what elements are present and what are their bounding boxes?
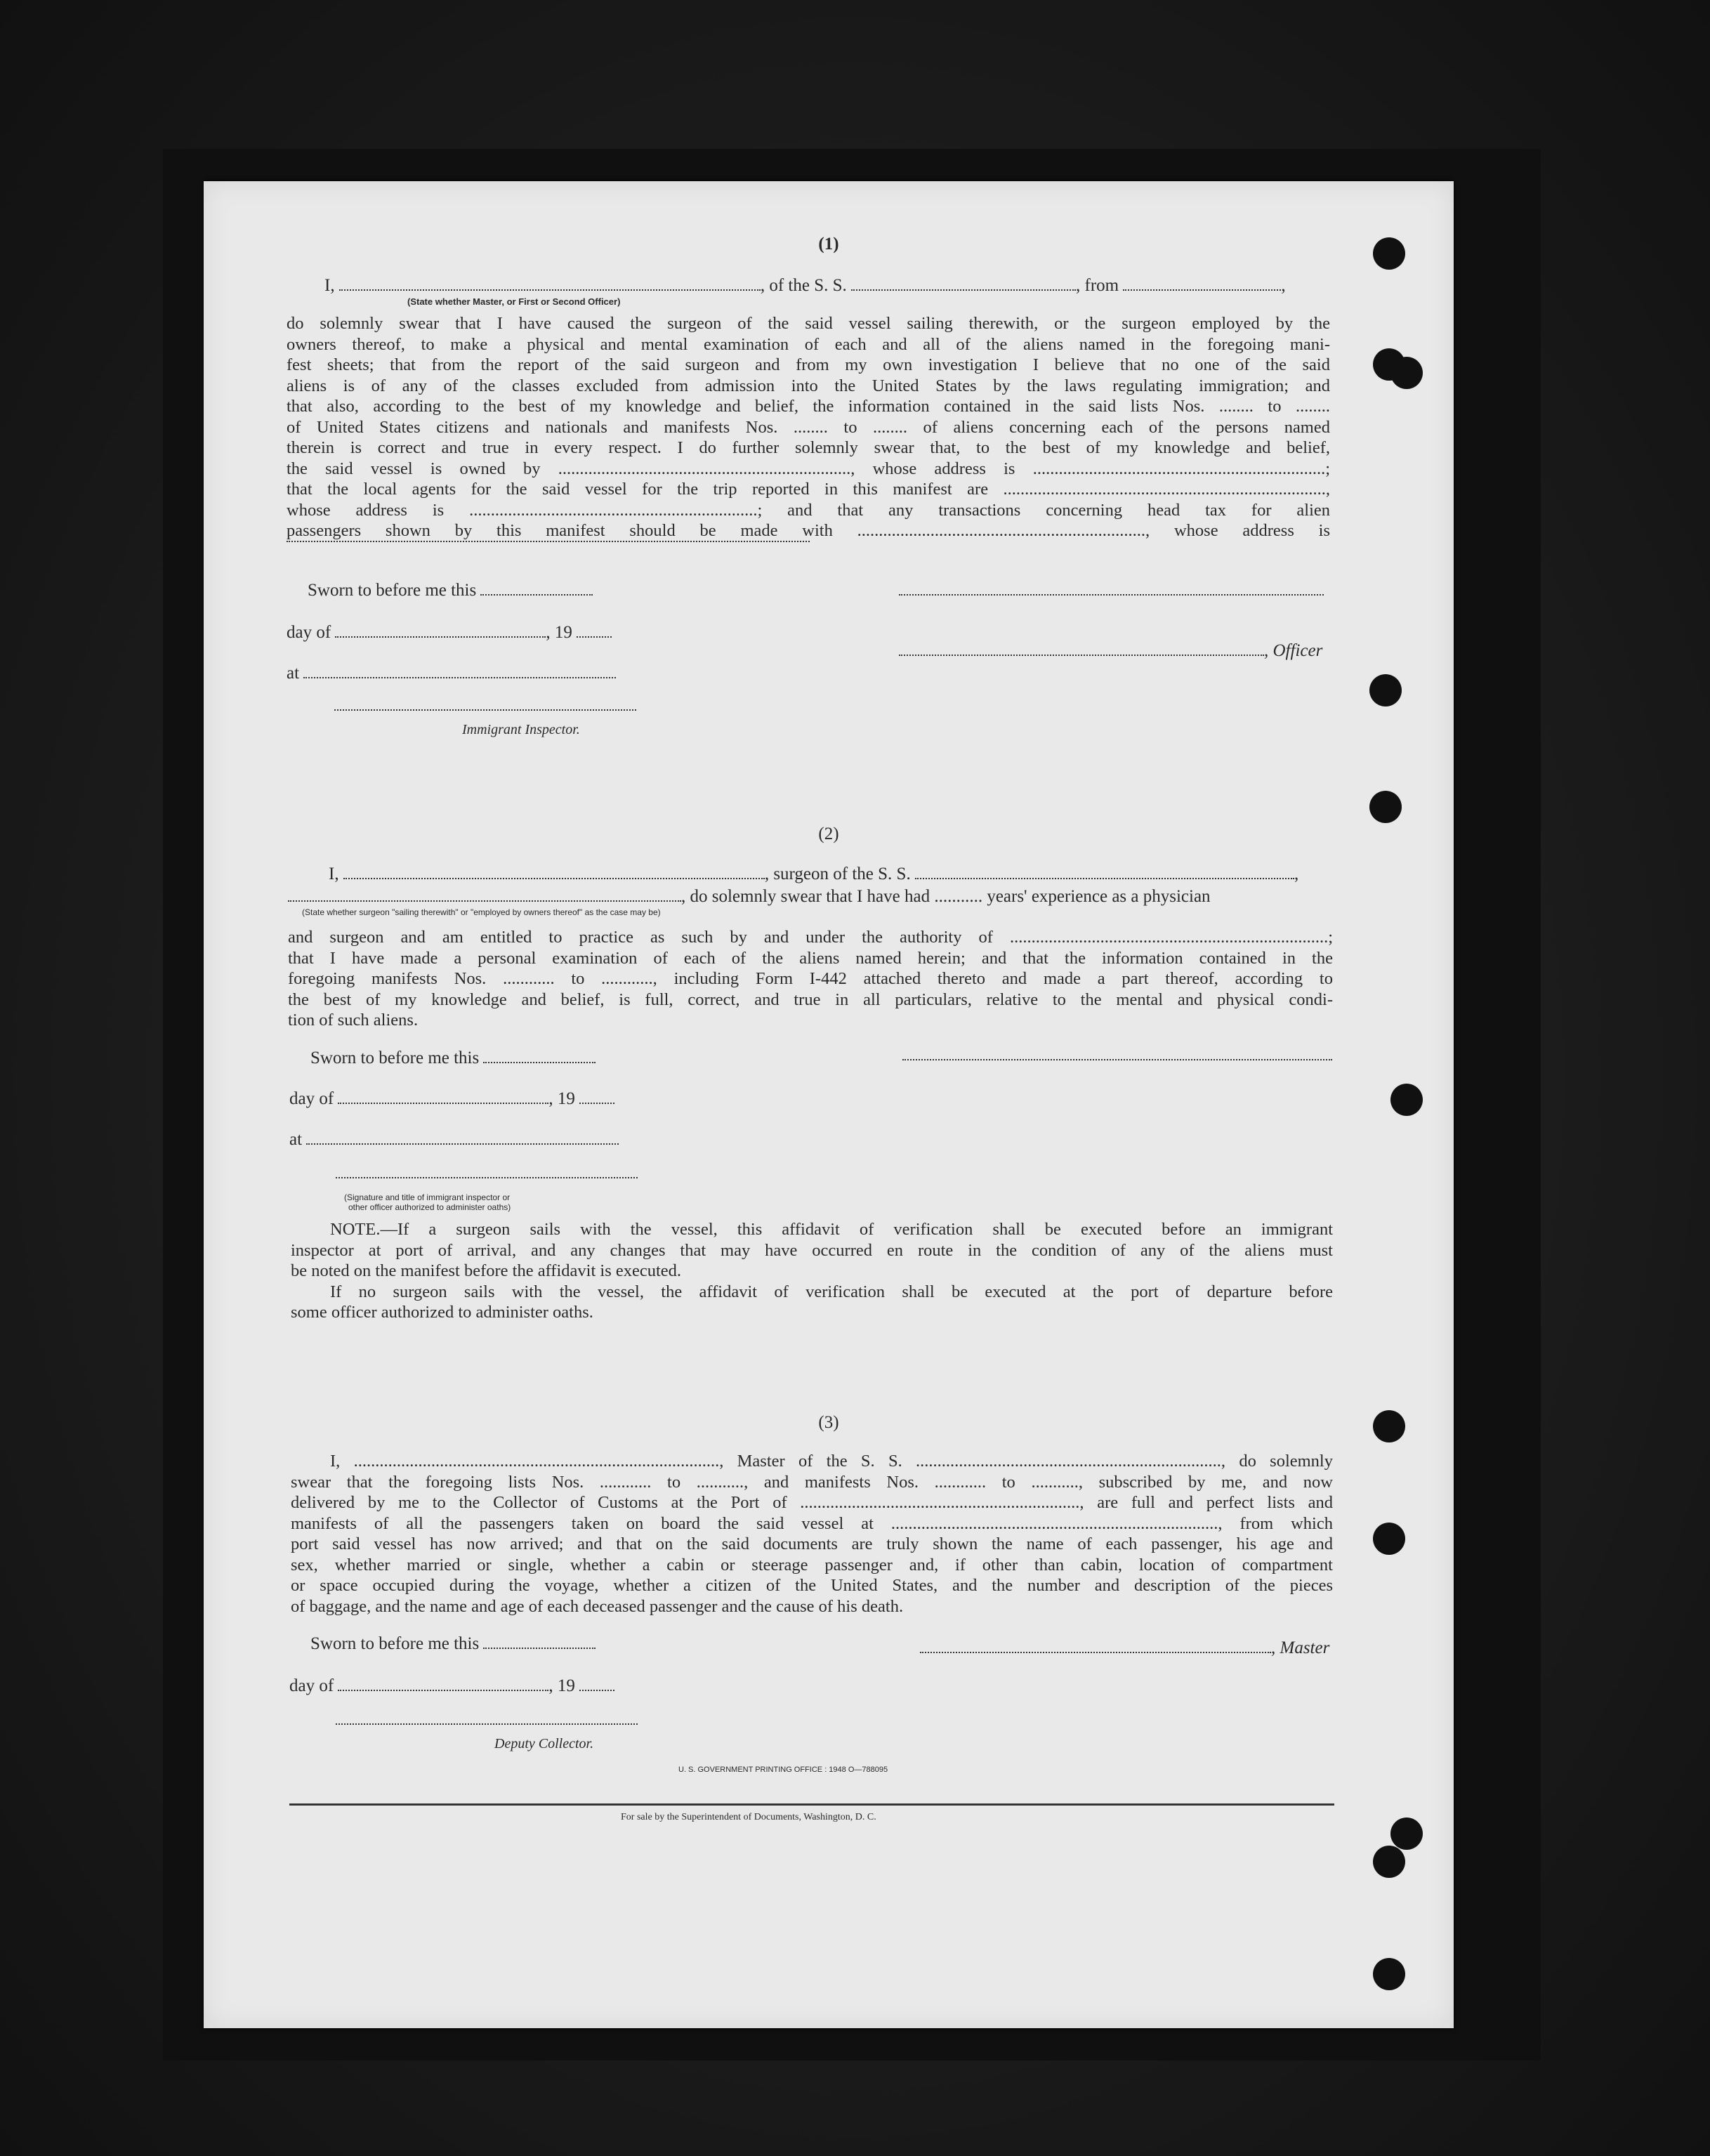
oath-line: delivered by me to the Collector of Customs at the Port of ................................................................., are full and perfect lists and [291, 1493, 1333, 1512]
place-field[interactable] [303, 663, 616, 678]
day-of-label: day of [289, 1676, 334, 1695]
month-field[interactable] [338, 1676, 548, 1691]
punch-hole-icon [1390, 357, 1423, 389]
punch-hole-icon [1373, 1846, 1405, 1878]
immigrant-inspector-label: Immigrant Inspector. [462, 722, 580, 737]
officer-name-field[interactable] [339, 275, 761, 291]
officer-label: , Officer [1264, 641, 1323, 660]
at-label: at [289, 1130, 303, 1149]
oath-line: swear that the foregoing lists Nos. ............ to ..........., and manifests Nos. ............ to ..........., subscribed by me, and now [291, 1472, 1333, 1492]
oath-line: owners thereof, to make a physical and mental examination of each and all of the aliens named in the foregoing mani- [287, 334, 1330, 354]
from-port-field[interactable] [1123, 275, 1281, 291]
note-line: NOTE.—If a surgeon sails with the vessel, this affidavit of verification shall be executed before an immigrant [330, 1220, 1333, 1239]
of-ss-label: , of the S. S. [760, 276, 847, 295]
punch-hole-icon [1373, 1958, 1405, 1990]
section-2-oath-text [288, 927, 1333, 1031]
inspector-signature-field[interactable] [336, 1177, 638, 1178]
surgeon-swear-text: , do solemnly swear that I have had ........... years' experience as a physician [681, 887, 1211, 906]
day-of-label: day of [287, 623, 331, 642]
oath-line: foregoing manifests Nos. ............ to ............, including Form I-442 attached thereto and made a part thereof, according to [288, 969, 1333, 988]
month-field[interactable] [338, 1089, 548, 1104]
oath-line: the best of my knowledge and belief, is full, correct, and true in all particulars, relative to the mental and physical condi- [288, 990, 1333, 1009]
surgeon-name-field[interactable] [343, 864, 765, 879]
place-field[interactable] [306, 1129, 619, 1145]
oath-line: do solemnly swear that I have caused the surgeon of the said vessel sailing therewith, or the surgeon employed by the [287, 314, 1330, 333]
surgeon-intro-line: I, , surgeon of the S. S. , [329, 865, 1299, 883]
note-line: If no surgeon sails with the vessel, the affidavit of verification shall be executed at the port of departure before [330, 1282, 1333, 1301]
year-label: , 19 [546, 623, 572, 642]
oath-line: therein is correct and true in every respect. I do further solemnly swear that, to the best of my knowledge and belief, [287, 438, 1330, 457]
oath-line: the said vessel is owned by ...................................................................., whose address is ....................................................................; [287, 459, 1330, 478]
punch-hole-icon [1373, 237, 1405, 270]
from-label: , from [1076, 276, 1119, 295]
day-of-line [287, 622, 612, 643]
officer-signature-field[interactable] [899, 594, 1324, 596]
oath-line: aliens is of any of the classes excluded from admission into the United States by the laws regulating immigration; and [287, 376, 1330, 395]
oath-intro-line: I, , of the S. S. , from , [324, 276, 1286, 295]
surgeon-signature-field[interactable] [902, 1059, 1332, 1060]
section-3-heading: (3) [818, 1413, 839, 1432]
oath-line: that also, according to the best of my knowledge and belief, the information contained in the said lists Nos. ........ to ........ [287, 397, 1330, 416]
sworn-label: Sworn to before me this [308, 581, 477, 600]
oath-line: manifests of all the passengers taken on board the said vessel at ............................................................................, from which [291, 1513, 1333, 1533]
note-line: inspector at port of arrival, and any changes that may have occurred en route in the condition of any of the aliens must [291, 1240, 1333, 1260]
section-3-oath-text [291, 1451, 1333, 1617]
oath-line: passengers shown by this manifest should be made with ..................................................................., whose address is [287, 521, 1330, 540]
note-line: be noted on the manifest before the affidavit is executed. [291, 1261, 682, 1280]
sworn-label: Sworn to before me this [310, 1049, 480, 1067]
surgeon-status-field[interactable] [288, 886, 681, 902]
footer-rule [289, 1803, 1334, 1806]
punch-hole-icon [1390, 1818, 1423, 1850]
month-field[interactable] [335, 622, 546, 638]
pronoun-label: I, [329, 865, 339, 883]
surgeon-of-ss-label: , surgeon of the S. S. [764, 865, 911, 883]
oath-line: or space occupied during the voyage, whether a citizen of the United States, and the number and description of the pieces [291, 1576, 1333, 1595]
inspector-signature-field[interactable] [334, 709, 636, 711]
surgeon-note-text [291, 1219, 1333, 1323]
day-of-line [289, 1089, 614, 1110]
bleed-through-stamp [232, 195, 258, 316]
oath-line: port said vessel has now arrived; and that on the said documents are truly shown the name of each passenger, his age and [291, 1534, 1333, 1553]
sworn-date-field[interactable] [483, 1048, 596, 1063]
at-line [287, 663, 616, 684]
oath-line: that the local agents for the said vessel for the trip reported in this manifest are ..........................................................................., [287, 480, 1330, 499]
oath-line: that I have made a personal examination of each of the aliens named herein; and that the information contained in the [288, 948, 1333, 968]
printing-office-imprint: U. S. GOVERNMENT PRINTING OFFICE : 1948 O—788095 [678, 1766, 888, 1774]
section-1-heading: (1) [818, 235, 839, 254]
sworn-label: Sworn to before me this [310, 1634, 480, 1653]
section-2-heading: (2) [818, 824, 839, 843]
oath-line: and surgeon and am entitled to practice as such by and under the authority of ..........................................................................; [288, 928, 1333, 947]
sworn-line [310, 1634, 596, 1655]
sworn-date-field[interactable] [483, 1634, 596, 1649]
punch-hole-icon [1373, 1523, 1405, 1555]
year-label: , 19 [548, 1676, 575, 1695]
punch-hole-icon [1373, 1410, 1405, 1442]
oath-line: sex, whether married or single, whether a cabin or steerage passenger and, if other than cabin, location of compartment [291, 1555, 1333, 1575]
officer-line [899, 640, 1322, 662]
surgeon-vessel-field[interactable] [915, 864, 1294, 879]
sworn-line [308, 580, 593, 601]
sworn-date-field[interactable] [480, 580, 593, 596]
surgeon-swear-line [288, 886, 1334, 907]
year-label: , 19 [548, 1089, 575, 1108]
master-signature-field[interactable] [920, 1638, 1271, 1653]
punch-hole-icon [1369, 674, 1402, 706]
note-line: some officer authorized to administer oaths. [291, 1303, 593, 1322]
surgeon-status-note: (State whether surgeon "sailing therewith" or "employed by owners thereof" as the case may be) [302, 907, 661, 917]
address-continuation-field[interactable] [287, 541, 810, 542]
sworn-line [310, 1048, 596, 1069]
pronoun-label: I, [324, 276, 335, 295]
year-field[interactable] [577, 622, 612, 638]
at-line [289, 1129, 619, 1150]
section-1-oath-text [287, 313, 1330, 541]
oath-line: I, ....................................................................................., Master of the S. S. ......................................................................., do solemnly [330, 1452, 1333, 1471]
day-of-label: day of [289, 1089, 334, 1108]
deputy-collector-label: Deputy Collector. [494, 1736, 594, 1751]
oath-line: of United States citizens and nationals and manifests Nos. ........ to ........ of aliens concerning each of the persons named [287, 417, 1330, 437]
oath-line: whose address is ...................................................................; and that any transactions concerning head tax for alien [287, 500, 1330, 520]
at-label: at [287, 664, 300, 683]
master-label: , Master [1271, 1638, 1330, 1657]
day-of-line [289, 1676, 614, 1697]
signature-note-line-1: (Signature and title of immigrant inspector or [344, 1192, 511, 1202]
signature-note-line-2: other officer authorized to administer oaths) [348, 1202, 511, 1212]
officer-title-field[interactable] [899, 640, 1264, 656]
punch-hole-icon [1369, 791, 1402, 823]
master-officer-note: (State whether Master, or First or Second Officer) [407, 296, 621, 307]
document-page [204, 181, 1454, 2028]
collector-signature-field[interactable] [336, 1723, 638, 1725]
master-line [920, 1638, 1329, 1659]
year-field[interactable] [579, 1676, 614, 1691]
year-field[interactable] [579, 1089, 614, 1104]
oath-line: tion of such aliens. [288, 1011, 419, 1030]
vessel-name-field[interactable] [851, 275, 1076, 291]
oath-line: of baggage, and the name and age of each deceased passenger and the cause of his death. [291, 1596, 904, 1616]
oath-line: fest sheets; that from the report of the said surgeon and from my own investigation I believe that no one of the said [287, 355, 1330, 374]
sale-notice: For sale by the Superintendent of Documents, Washington, D. C. [621, 1812, 876, 1822]
punch-hole-icon [1390, 1084, 1423, 1116]
